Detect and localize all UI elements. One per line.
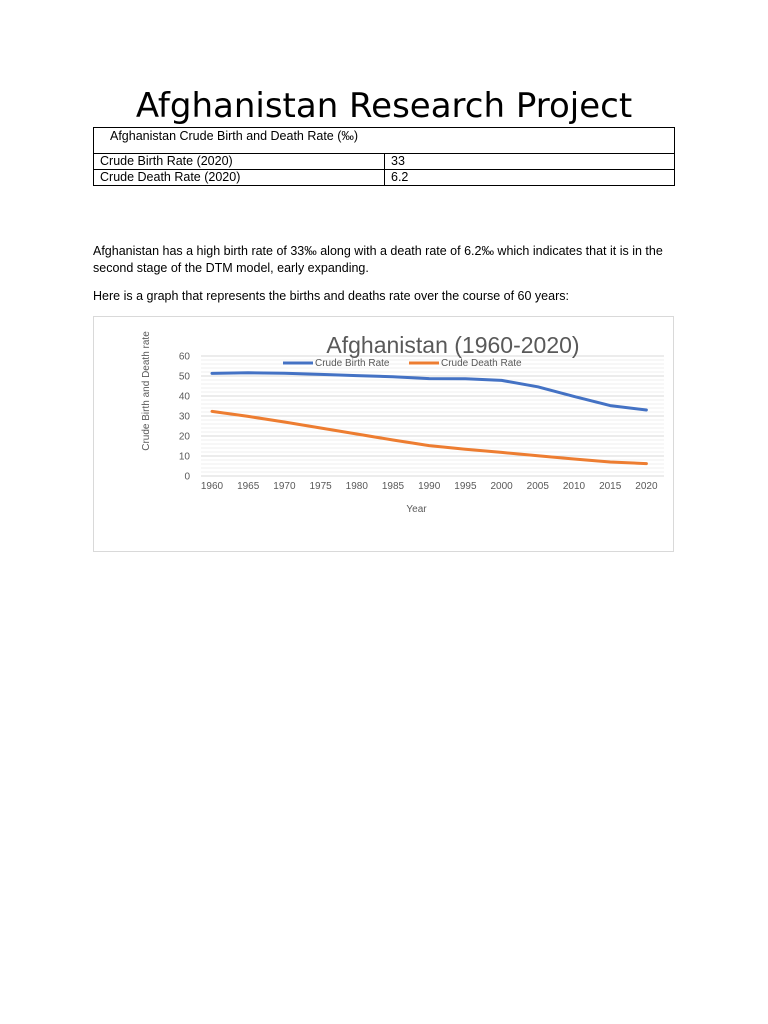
x-tick-label: 2010 — [562, 481, 586, 492]
x-tick-label: 2015 — [599, 481, 622, 492]
y-axis-title: Crude Birth and Death rate — [141, 331, 152, 451]
y-tick-label: 50 — [178, 371, 190, 383]
x-tick-label: 1965 — [237, 481, 260, 492]
table-header: Afghanistan Crude Birth and Death Rate (‰) — [94, 128, 675, 154]
x-tick-label: 2005 — [526, 481, 549, 492]
chart-title: Afghanistan (1960-2020) — [326, 332, 580, 358]
y-tick-label: 30 — [178, 411, 190, 423]
table-cell-label: Crude Birth Rate (2020) — [94, 154, 385, 170]
table-header-row — [94, 128, 675, 154]
paragraph-analysis: Afghanistan has a high birth rate of 33‰ along with a death rate of 6.2‰ which indicates that it is in the second stage of the DTM model, early expanding. — [93, 244, 663, 275]
table-row — [94, 154, 675, 170]
y-tick-label: 0 — [184, 471, 190, 483]
y-tick-label: 10 — [178, 451, 190, 463]
table-cell-label: Crude Death Rate (2020) — [94, 170, 385, 186]
x-tick-label: 1975 — [309, 481, 332, 492]
x-tick-label: 1985 — [381, 481, 405, 492]
table-cell-value: 33 — [385, 154, 675, 170]
y-tick-label: 60 — [178, 351, 190, 363]
page-title: Afghanistan Research Project — [135, 86, 633, 126]
table-row — [94, 170, 675, 186]
x-tick-label: 1990 — [418, 481, 441, 492]
y-tick-label: 20 — [178, 431, 190, 443]
x-axis-title: Year — [406, 504, 427, 515]
y-tick-label: 40 — [178, 391, 190, 403]
x-tick-label: 2000 — [490, 481, 513, 492]
paragraph-graph-intro: Here is a graph that represents the births and deaths rate over the course of 60 years: — [93, 289, 569, 303]
legend-label: Crude Birth Rate — [315, 358, 390, 369]
x-tick-label: 2020 — [635, 481, 658, 492]
legend-label: Crude Death Rate — [441, 358, 522, 369]
table-cell-value: 6.2 — [385, 170, 675, 186]
chart-container — [93, 316, 674, 552]
rates-table — [93, 127, 675, 186]
x-tick-label: 1995 — [454, 481, 477, 492]
x-tick-label: 1960 — [200, 481, 224, 492]
x-tick-label: 1980 — [345, 481, 368, 492]
x-tick-label: 1970 — [273, 481, 296, 492]
line-chart — [94, 317, 673, 551]
